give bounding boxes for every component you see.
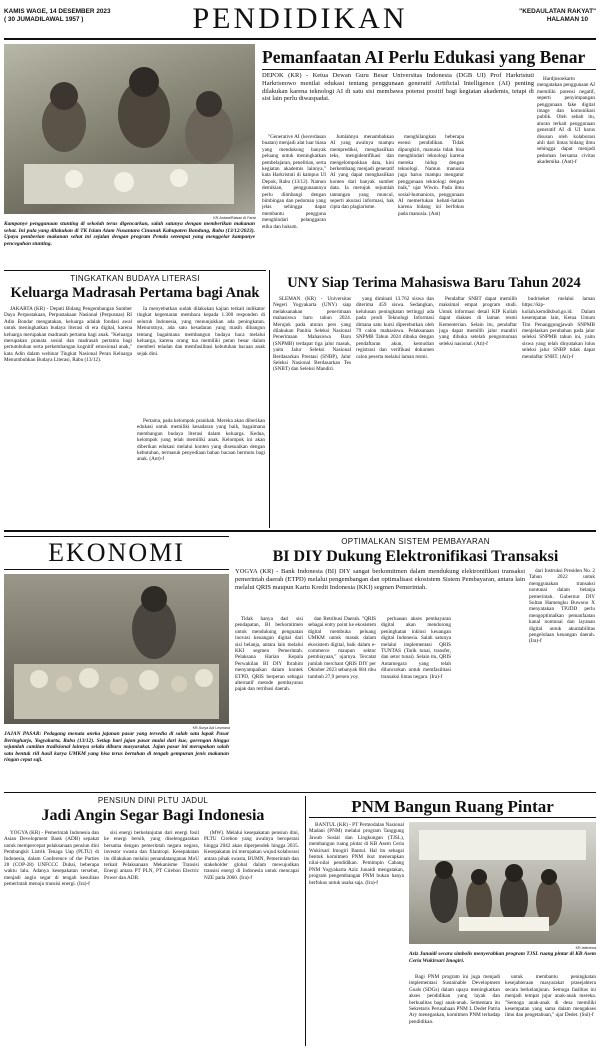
ai-lead: DEPOK (KR) - Ketua Dewan Guru Besar Universitas Indonesia (DGB UI) Prof Harkristuti Harkrisnowo menilai edukasi tentang penggunaan generatif Artificial Intelligence (AI) penting dilakukan karena teknologi AI di satu sisi membawa potensi positif bagi kegiatan akademis, tetapi di sisi lain perlu diwaspadai. [262,72,534,103]
uny-col-3: Pendaftar SNBT dapat memilih maksimal empat program studi. Untuk informasi detail KIP Kuliah dapat diakses di laman resmi Kementerian. Selain itu, pendaftar juga dapat memilih jalur mandiri yang dibuka setelah pengumuman seleksi nasional. (Ati)-f [439,296,517,347]
bottom-column-divider [305,796,306,1046]
jajan-pasar-illustration [4,574,229,724]
bi-col-3: perluasan akses pembayaran digital akan mendorong peningkatan inklusi keuangan digital Indonesia. Salah satunya melalui implementasi QRIS TUNTAS (Tarik tunai, transfer, dan setor tunai). Selain itu, QRIS Antarnegara yang telah diluncurkan untuk memfasilitasi transaksi lintas negara. (Ira)-f [381,616,451,680]
pnm-photo-illustration [409,822,596,944]
pltu-kicker: PENSIUN DINI PLTU JADUL [97,796,209,805]
masthead-rule [4,38,596,40]
hijri-date: ( 30 JUMADILAWAL 1957 ) [4,16,84,23]
uny-col-1: SLEMAN (KR) - Universitas Negeri Yogyakarta (UNY) siap melaksanakan penerimaan mahasiswa baru tahun 2024. Merujuk pada aturan pers yang dilakukan Panitia Seleksi Nasional Penerimaan Mahasiswa Baru (SNPMB) terdapat tiga jalur masuk, yaitu Jalur Seleksi Nasional Berdasarkan Prestasi (SNBP), Jalur Seleksi Nasional Berdasarkan Tes (SNBT) dan Seleksi Mandiri. [273,296,351,373]
pnm-col-2: Bagi PNM program ini juga menjadi implementasi Sustainable Development Goals (SDGs) dalam upaya meningkatkan akses pendidikan yang layak dan berkualitas bagi anak-anak. Sementara itu Sekretaris Perusahaan PNM L Dedet Patria Ary menegaskan, komitmen PNM terhadap pendidikan. [409,974,500,1025]
pnm-photo-credit: KR-Istimewa [575,946,596,950]
pltu-headline: Jadi Angin Segar Bagi Indonesia [41,807,265,824]
pnm-photo-caption: Aziz Junaidi secara simbolis menyerahkan program TJSL ruang pintar di KB Asem Ceria Wukirsari Imogiri. [409,951,596,964]
newspaper-name: "KEDAULATAN RAKYAT" [519,8,596,15]
uny-col-2: yang diminati 13.762 siswa dan diterima 459 siswa. Sedangkan, kelulusan peningkatan tertinggi ada pada prodi Teknologi Informasi dimana satu kursi diperebutkan oleh 79 calon mahasiswa. Pelaksanaan SNPMB Tahun 2024 dibuka dengan pendaftaran akun, kemudian registrasi dan verifikasi dokumen calon peserta melalui laman resmi. [356,296,434,360]
pnm-col-1: BANTUL (KR) - PT Permodalan Nasional Madani (PNM) melalui program Tanggung Jawab Sosial dan Lingkungan (TJSL), membangun ruang pintar di KB Asem Ceria Wukirsari Imogiri Bantul. Hal itu sebagai bentuk komitmen PNM ikut menerapkan nilai-nilai pendidikan. Pemimpin Cabang PNM Yogyakarta Aziz Junaidi mengatakan, program pengembangan PNM bukan hanya berfokus untuk usaha saja. (Ira)-f [309,822,404,886]
column-divider [269,270,270,528]
madrasah-top-rule [4,270,266,271]
stunting-photo-illustration [4,44,255,214]
ai-col-1: "Generative AI (kecerdasan buatan) menjadi alat luar biasa yang mendukung banyak peluang untuk meningkatkan pembelajaran, penelitian, serta kegiatan akademis lainnya," kata Harkristuti di kampus UI Depok, Rabu (13/12). Namun demikian, penggunaannya perlu diimbangi dengan bimbingan dan pedoman yang jelas sehingga dapat membantu pengguna menghindari pelanggaran etika dan hukum. [262,134,326,230]
pnm-photo [409,822,596,944]
pltu-col-1: YOGYA (KR) - Pemerintah Indonesia dan Asian Development Bank (ADB) sepakat untuk mempercepat pelaksanaan pensiun dini Pembangkit Listrik Tenaga Uap (PLTU) di Indonesia, dalam Conference of the Parties 28 (COP-28) UNFCCC Dubai, beberapa waktu lalu. Adanya kesepakatan tersebut, menjadi angin segar di tengah kesulitan pemerintah menuju transisi energi. (Ira)-f [4,830,99,888]
bi-headline: BI DIY Dukung Elektronifikasi Transaksi [272,548,559,565]
madrasah-col-2: Ia menyebutkan sudah dilakukan kajian terkait indikator tingkat kegemaran membaca kepada 1.300 responden di seluruh Indonesia, yang menunjukkan ada peningkatan. Menurutnya, ada satu kesadaran yang masih dibangun tentang bagaimana membangun budaya baca melalui keluarga, karena orang tua memiliki peran besar dalam memberi teladan dan memfasilitasi kebutuhan bacaan anak sejak dini. [137,306,265,357]
stunting-photo [4,44,255,214]
ekonomi-section-label: EKONOMI [4,536,229,570]
pnm-col-3: untuk membantu peningkatan kesejahteraan masyarakat prasejahtera secara berkelanjutan. Semoga fasilitas ini menjadi tempat jujur anak-anak mereka. "Semoga anak-anak di desa memiliki kesempatan yang sama dalam mengakses ilmu dan pengetahuan," ujar Dedet. (Sul)-f [505,974,596,1019]
ekonomi-top-rule [4,530,596,532]
madrasah-col-1: JAKARTA (KR) - Deputi Bidang Pengembangan Sumber Daya Perpustakaan, Perpustakaan Nasional (Perpusnas) RI Adin Bondar mengatakan, keluarga adalah fondasi awal untuk meningkatkan budaya literasi di era digital, karena keluarga merupakan madrasah pertama bagi anak. "Keluarga merupakan pranata sosial dan madrasah pertama bagi pertumbuhan serta perkembangan kognitif emosional anak," kata Adin dalam webinar Tingkat Nasional Peran Keluarga Menumbuhkan Budaya Literasi, Rabu (13/12). [4,306,132,364]
ai-col-3: menghilangkan beberapa esensi pendidikan. Tidak dipungkiri, manusia tidak bisa menghindari teknologi karena mereka hidup dengan teknologi. Namun manusia juga harus mampu mengatur penggunaan teknologi dengan baik," ujar Wiwin. Pada ilmu sosial-humaniora, penggunaan AI memerlukan kehati-hatian karena bidang ini berfokus pada manusia. (Ant) [398,134,464,217]
jajan-pasar-credit: KR-Surya Adi Lesmana [192,726,230,730]
madrasah-headline: Keluarga Madrasah Pertama bagi Anak [10,285,260,301]
stunting-photo-credit: KR-Antara/Raisan Al Farisi [213,216,256,220]
uny-headline: UNY Siap Terima Mahasiswa Baru Tahun 2024 [287,275,581,291]
bi-lead: YOGYA (KR) - Bank Indonesia (BI) DIY sangat berkomitmen dalam mendukung elektronifikasi transaksi pemerintah daerah (ETPD) melalui pengembangan dan optimalisasi ekosistem Sistem Pembayaran, antara lain melalui QRIS maupun Kartu Kredit Indonesia (KKI) segmen Pemerintah. [235,568,525,591]
bi-col-2: dan Retribusi Daerah. "QRIS sebagai entry point ke ekosistem digital membuka peluang UMKM untuk masuk dalam ekosistem digital, baik dalam e-commerce maupun sektor pembiayaan," ujarnya. Tercatat jumlah merchant QRIS DIY per Oktober 2023 sebanyak 684 ribu tumbuh 27,9 persen yoy. [308,616,376,680]
pltu-col-2: sisi energi berkelanjutan dari energi fosil ke energi bersih, yang diselenggarakan bersama dengan pemerintah negara negara, investor swasta dan filantropi. Kesepakatan itu dilakukan melalui penandatanganan MoU terkait Pelaksanaan Mekanisme Transisi Energi antara PT PLN, PT Cirebon Electric Power dan ADB. [104,830,199,881]
uny-col-4: budriseket melalui laman https://kip-kuliah.kemdikbud.go.id. Dalam kesempatan lain, Ketua Umum Tim Penanggungjawab SNPMB menjelaskan perubahan pada jalur seleksi SNPMB tahun ini, yaitu siswa yang telah dinyatakan lulus seleksi jalur SNBP tidak dapat mendaftar SNBT. (Ati)-f [522,296,595,360]
bi-kicker: OPTIMALKAN SISTEM PEMBAYARAN [341,537,490,546]
page-number: HALAMAN 10 [546,16,588,23]
ai-col-2: Jumlahnya menambahkan AI yang awalnya mampu memprediksi, menghasilkan teks, mengidentifikasi dan mengelompokkan data, kini berkembang menjadi generatif AI yang dapat menghasilkan konten dari banyak sumber data. Ia merujuk sejumlah tantangan yang muncul, seperti akurasi informasi, hak cipta dan plagiarisme. [330,134,394,211]
stunting-photo-caption: Kampanye penggunaan stunting di sekolah terus digencarkan, salah satunya dengan memberikan makanan sehat. Ini pula yang dilakukan di TK Islam Alam Nusantara Cinunuk Kabupaten Bandung, Rabu (13/12/2023). Upaya pemberian makanan sehat ini sejalan dengan program Pemda setempat yang menggelar kampanye pencegahan stunting. [4,221,255,247]
bi-col-1: Tidak hanya dari sisi pendapatan, BI berkomitmen untuk mendukung penguatan inovasi keuangan digital dari sisi belanja, antara lain melalui KKI segmen Pemerintah. Pelaksana Harian Kepala Perwakilan BI DIY Ibrahim menyampaikan dalam kontek ETPD, QRIS berperan sebagai alternatif metode pembayaran pajak dan retribusi daerah. [235,616,303,693]
pltu-top-rule [4,792,596,793]
jajan-pasar-caption: JAJAN PASAR: Pedagang menata aneka jajanan pasar yang tersedia di salah satu lapak Pasar Beringharjo, Yogyakarta, Rabu (13/12). Setiap hari jajan pasar mulai dari kue, gorengan hingga sejumlah camilan tradisional lainnya selalu diburu masyarakat. Jajan pasar ini merupakan salah satu bentuk riil hasil karya UMKM yang bisa terus bertahan di tengah gempuran jenis makanan ringan cepat saji. [4,731,229,764]
bi-col-4: dari Instruksi Presiden No. 2 Tahun 2022 untuk menggunakan transaksi nontunai dalam belanja pemerintah. Gubernur DIY Sultan Hamengku Buwono X menyatakan TP2DD perlu mengoptimalkan pemanfaatan kanal nontunai dan layanan digital untuk akuntabilitas pengelolaan keuangan daerah. (Ira)-f [529,568,595,645]
madrasah-col-3: Pertama, pada kelompok pranikah. Mereka akan diberikan edukasi untuk memiliki kesadaran yang baik, bagaimana membangun budaya literasi dalam keluarga. Kedua, kelompok yang telah memiliki anak. Kelompok ini akan diberikan edukasi melalui konten yang disesuaikan dengan kebutuhan, termasuk penyediaan bahan bacaan bermutu bagi anak. (Ant)-f [137,418,265,463]
ai-headline-rule [262,69,596,70]
issue-date: KAMIS WAGE, 14 DESEMBER 2023 [4,8,111,15]
pltu-col-3: (MW). Melalui kesepakatan pensiun dini, PLTU Cirebon yang awalnya beroperasi hingga 2042 akan diperpendek hingga 2035. Kesepakatan ini merupakan wujud kolaborasi antara pihak swasta, BUMN, Pemerintah dan stakeholder global dalam mewujudkan transisi energi di Indonesia untuk mencapai NZE pada 2060. (Ira)-f [204,830,299,881]
ai-col-4: Hardjosoekarto mengatakan penggunaan AI memiliki potensi negatif, seperti penyimpangan penggunaan fake digital image dan komunikasi publik. Oleh sebab itu, aturan terkait penggunaan generatif AI di UI harus disusun oleh kolaborasi ahli dari lintas bidang ilmu sehingga dapat menjadi pedoman bersama civitas akademika. (Ant)-f [537,76,595,166]
section-title: PENDIDIKAN [192,2,408,35]
madrasah-kicker: TINGKATKAN BUDAYA LITERASI [70,274,200,283]
pnm-headline: PNM Bangun Ruang Pintar [309,796,596,818]
ai-headline: Pemanfaatan AI Perlu Edukasi yang Benar [262,47,586,67]
jajan-pasar-photo [4,574,229,724]
